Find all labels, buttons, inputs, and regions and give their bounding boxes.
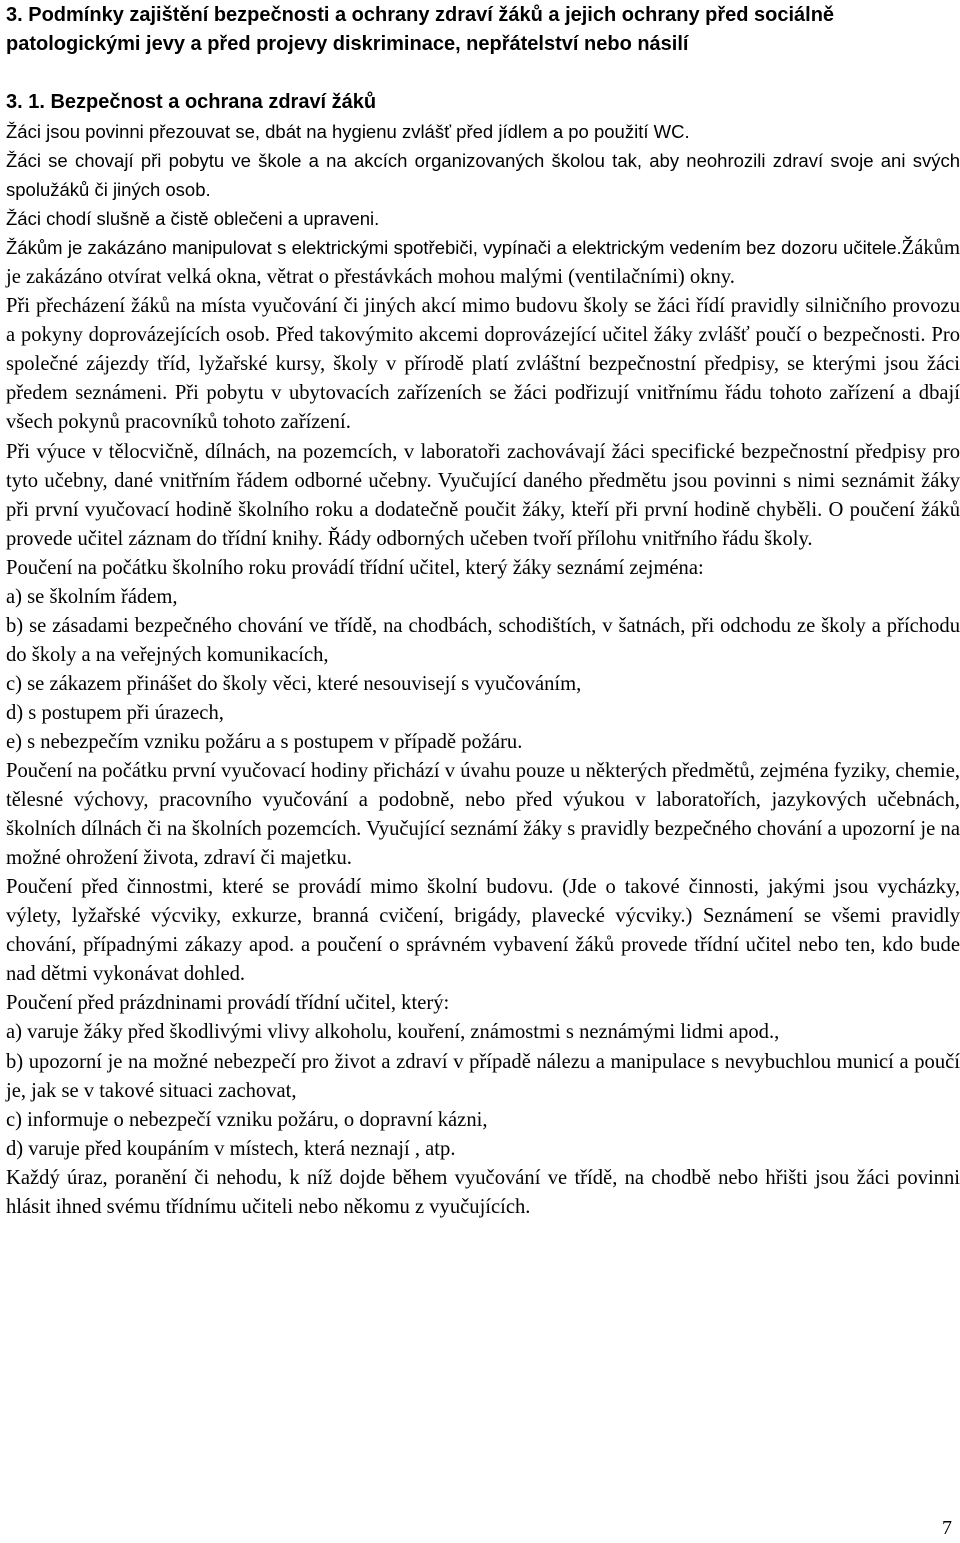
paragraph-injury-reporting: Každý úraz, poranění či nehodu, k níž dojde během vyučování ve třídě, na chodbě nebo hřišti jsou žáci povinni hlásit ihned svému třídnímu učiteli nebo někomu z vyučujících.	[6, 1166, 960, 1218]
paragraph-special-classrooms: Při výuce v tělocvičně, dílnách, na pozemcích, v laboratoři zachovávají žáci specifické bezpečnostní předpisy pro tyto učebny, dané vnitřním řádem odborné učebny. Vyučující daného předmětu jsou povinni s nimi seznámit žáky při první vyučovací hodině školního roku a dodatečně poučit žáky, kteří při první hodině chyběli. O poučení žáků provede učitel záznam do třídní knihy. Řády odborných učeben tvoří přílohu vnitřního řádu školy.	[6, 440, 960, 550]
document-page	[6, 0, 960, 1222]
holiday-item-b: b) upozorní je na možné nebezpečí pro život a zdraví v případě nálezu a manipulace s nevybuchlou municí a poučí je, jak se v takové situaci zachovat,	[6, 1050, 960, 1102]
holiday-item-a: a) varuje žáky před škodlivými vlivy alkoholu, kouření, známostmi s neznámými lidmi apod.,	[6, 1021, 780, 1044]
holiday-item-c: c) informuje o nebezpečí vzniku požáru, o dopravní kázni,	[6, 1108, 488, 1131]
list-item-d: d) s postupem při úrazech,	[6, 701, 224, 724]
holiday-item-d: d) varuje před koupáním v místech, která neznají , atp.	[6, 1137, 456, 1160]
paragraph-holiday-briefing: Poučení před prázdninami provádí třídní učitel, který:	[6, 992, 450, 1015]
paragraph-outside-activities: Při přecházení žáků na místa vyučování či jiných akcí mimo budovu školy se žáci řídí pravidly silničního provozu a pokyny doprovázejících osob. Před takovýmito akcemi doprovázející učitel žáky zvlášť poučí o bezpečnosti. Pro společné zájezdy tříd, lyžařské kursy, školy v přírodě platí zvláštní bezpečnostní předpisy, se kterými jsou žáci předem seznámeni. Při pobytu v ubytovacích zařízeních se žáci podřizují vnitřnímu řádu tohoto zařízení a dbají všech pokynů pracovníků tohoto zařízení.	[6, 295, 960, 434]
list-item-c: c) se zákazem přinášet do školy věci, které nesouvisejí s vyučováním,	[6, 672, 582, 695]
list-item-a: a) se školním řádem,	[6, 585, 178, 608]
section-heading: 3. Podmínky zajištění bezpečnosti a ochrany zdraví žáků a jejich ochrany před sociálně patologickými jevy a před projevy diskriminace, nepřátelství nebo násilí	[6, 4, 835, 55]
list-item-e: e) s nebezpečím vzniku požáru a s postupem v případě požáru.	[6, 730, 523, 753]
paragraph-behavior: Žáci se chovají při pobytu ve škole a na akcích organizovaných školou tak, aby neohrozili zdraví svoje ani svých spolužáků či jiných osob.	[6, 150, 960, 201]
paragraph-electrical: Žákům je zakázáno manipulovat s elektrickými spotřebiči, vypínači a elektrickým vedením bez dozoru učitele.	[6, 237, 902, 259]
paragraph-windows: Žákům je zakázáno otvírat velká okna, větrat o přestávkách mohou malými (ventilačními) okny.	[6, 237, 960, 289]
paragraph-hygiene: Žáci jsou povinni přezouvat se, dbát na hygienu zvlášť před jídlem a po použití WC.	[6, 121, 690, 142]
paragraph-electrical-windows	[6, 233, 960, 292]
spacer	[6, 59, 960, 88]
paragraph-first-lesson-briefing: Poučení na počátku první vyučovací hodiny přichází v úvahu pouze u některých předmětů, zejména fyziky, chemie, tělesné výchovy, pracovního vyučování a podobně, nebo před výukou v laboratořích, jazykových učebnách, školních dílnách či na školních pozemcích. Vyučující seznámí žáky s pravidly bezpečného chování a upozorní je na možné ohrožení života, zdraví či majetku.	[6, 760, 960, 870]
paragraph-dress: Žáci chodí slušně a čistě oblečeni a upraveni.	[6, 208, 380, 230]
subsection-heading: 3. 1. Bezpečnost a ochrana zdraví žáků	[6, 91, 377, 113]
list-item-b: b) se zásadami bezpečného chování ve třídě, na chodbách, schodištích, v šatnách, při odchodu ze školy a příchodu do školy a na veřejných komunikacích,	[6, 614, 960, 666]
paragraph-out-of-school-briefing: Poučení před činnostmi, které se provádí mimo školní budovu. (Jde o takové činnosti, jakými jsou vycházky, výlety, lyžařské výcviky, exkurze, branná cvičení, brigády, plavecké výcviky.) Seznámení se všemi pravidly chování, případnými zákazy apod. a poučení o správném vybavení žáků provede třídní učitel nebo ten, kdo bude nad dětmi vykonávat dohled.	[6, 876, 960, 986]
page-number: 7	[942, 1517, 952, 1539]
paragraph-school-year-briefing: Poučení na počátku školního roku provádí třídní učitel, který žáky seznámí zejména:	[6, 556, 704, 579]
